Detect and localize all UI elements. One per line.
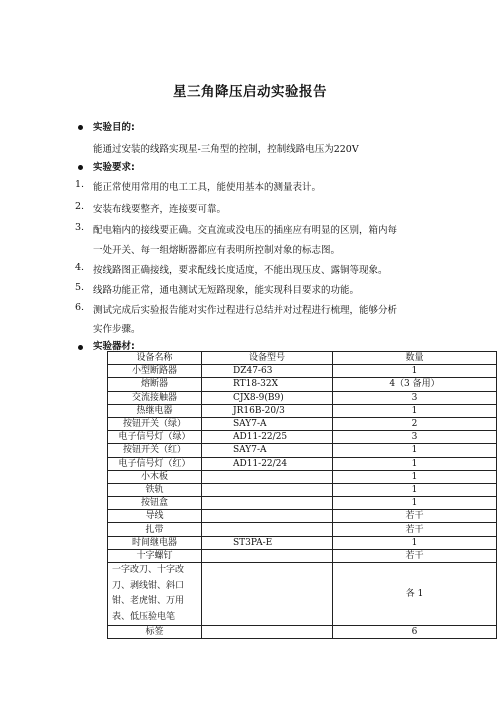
requirement-number: 3. (75, 222, 85, 233)
materials-heading: 实验器材: (93, 341, 135, 352)
table-row (108, 391, 497, 404)
cell-quantity: 1 (333, 483, 497, 496)
cell-model (202, 549, 333, 562)
cell-name: 小型断路器 (108, 365, 202, 378)
cell-quantity: 4（3 备用） (333, 378, 497, 391)
requirement-text: 测试完成后实验报告能对实作过程进行总结并对过程进行梳理，能够分析 (93, 305, 398, 316)
table-row (108, 523, 497, 536)
table-row (108, 510, 497, 523)
cell-name: 按钮盒 (108, 497, 202, 510)
cell-quantity: 2 (333, 417, 497, 430)
cell-model: ST3PA-E (202, 536, 333, 549)
cell-name: 电子信号灯（绿） (108, 431, 202, 444)
cell-quantity: 各 1 (333, 563, 497, 626)
cell-quantity: 1 (333, 404, 497, 417)
cell-name: 十字螺钉 (108, 549, 202, 562)
table-row (108, 497, 497, 510)
cell-name: 交流接触器 (108, 391, 202, 404)
cell-quantity: 若干 (333, 549, 497, 562)
requirement-number: 6. (75, 302, 85, 313)
requirement-number: 2. (75, 201, 85, 212)
cell-name: 铁轨 (108, 483, 202, 496)
bullet-icon (78, 165, 83, 170)
cell-model (202, 470, 333, 483)
bullet-icon (78, 125, 83, 130)
cell-model: CJX8-9(B9) (202, 391, 333, 404)
cell-quantity: 1 (333, 457, 497, 470)
cell-name: 熔断器 (108, 378, 202, 391)
table-row (108, 378, 497, 391)
requirement-number: 4. (75, 262, 85, 273)
table-row (108, 404, 497, 417)
requirement-text: 配电箱内的接线要正确。交直流或没电压的插座应有明显的区别，箱内每 (93, 225, 398, 236)
table-row (108, 457, 497, 470)
cell-model (202, 483, 333, 496)
cell-name: 一字改刀、十字改刀、剥线钳、斜口钳、老虎钳、万用表、低压验电笔 (108, 563, 202, 626)
requirement-text: 能正常使用常用的电工工具，能使用基本的测量表计。 (93, 182, 322, 193)
column-header: 设备名称 (108, 352, 202, 365)
cell-quantity: 3 (333, 391, 497, 404)
equipment-table (107, 351, 497, 639)
table-row (108, 536, 497, 549)
cell-quantity: 1 (333, 536, 497, 549)
cell-quantity: 6 (333, 626, 497, 639)
cell-name: 时间继电器 (108, 536, 202, 549)
requirement-text: 安装布线要整齐，连接要可靠。 (93, 204, 227, 215)
cell-quantity: 1 (333, 444, 497, 457)
cell-model (202, 563, 333, 626)
cell-quantity: 若干 (333, 510, 497, 523)
table-row (108, 626, 497, 639)
column-header: 设备型号 (202, 352, 333, 365)
cell-model (202, 497, 333, 510)
table-row (108, 470, 497, 483)
cell-model (202, 523, 333, 536)
cell-name: 热继电器 (108, 404, 202, 417)
cell-quantity: 1 (333, 497, 497, 510)
cell-model: AD11-22/24 (202, 457, 333, 470)
requirement-text-continued: 一处开关、每一组熔断器都应有表明所控制对象的标志图。 (93, 245, 341, 256)
cell-name: 标签 (108, 626, 202, 639)
cell-model (202, 626, 333, 639)
cell-quantity: 3 (333, 431, 497, 444)
cell-model: SAY7-A (202, 444, 333, 457)
column-header: 数量 (333, 352, 497, 365)
requirement-text: 线路功能正常，通电测试无短路现象，能实现科目要求的功能。 (93, 285, 360, 296)
purpose-heading: 实验目的: (93, 122, 135, 133)
cell-model: DZ47-63 (202, 365, 333, 378)
page-title: 星三角降压启动实验报告 (173, 84, 327, 100)
table-row (108, 431, 497, 444)
table-header-row (108, 352, 497, 365)
cell-name: 按钮开关（绿） (108, 417, 202, 430)
table-row (108, 417, 497, 430)
table-row (108, 549, 497, 562)
table-row (108, 483, 497, 496)
cell-name: 扎带 (108, 523, 202, 536)
bullet-icon (78, 345, 83, 350)
requirement-number: 1. (75, 179, 85, 190)
cell-model: JR16B-20/3 (202, 404, 333, 417)
cell-quantity: 若干 (333, 523, 497, 536)
cell-name: 小木板 (108, 470, 202, 483)
cell-quantity: 1 (333, 365, 497, 378)
cell-model: SAY7-A (202, 417, 333, 430)
requirement-number: 5. (75, 282, 85, 293)
requirement-text: 按线路图正确接线，要求配线长度适度，不能出现压皮、露铜等现象。 (93, 265, 388, 276)
cell-model: RT18-32X (202, 378, 333, 391)
requirements-heading: 实验要求: (93, 162, 135, 173)
table-row (108, 563, 497, 626)
cell-name: 电子信号灯（红） (108, 457, 202, 470)
table-row (108, 365, 497, 378)
cell-model: AD11-22/25 (202, 431, 333, 444)
table-row (108, 444, 497, 457)
cell-quantity: 1 (333, 470, 497, 483)
cell-name: 导线 (108, 510, 202, 523)
cell-model (202, 510, 333, 523)
requirement-text-continued: 实作步骤。 (93, 324, 141, 335)
cell-name: 按钮开关（红） (108, 444, 202, 457)
purpose-text: 能通过安装的线路实现星-三角型的控制，控制线路电压为220V (93, 144, 359, 155)
